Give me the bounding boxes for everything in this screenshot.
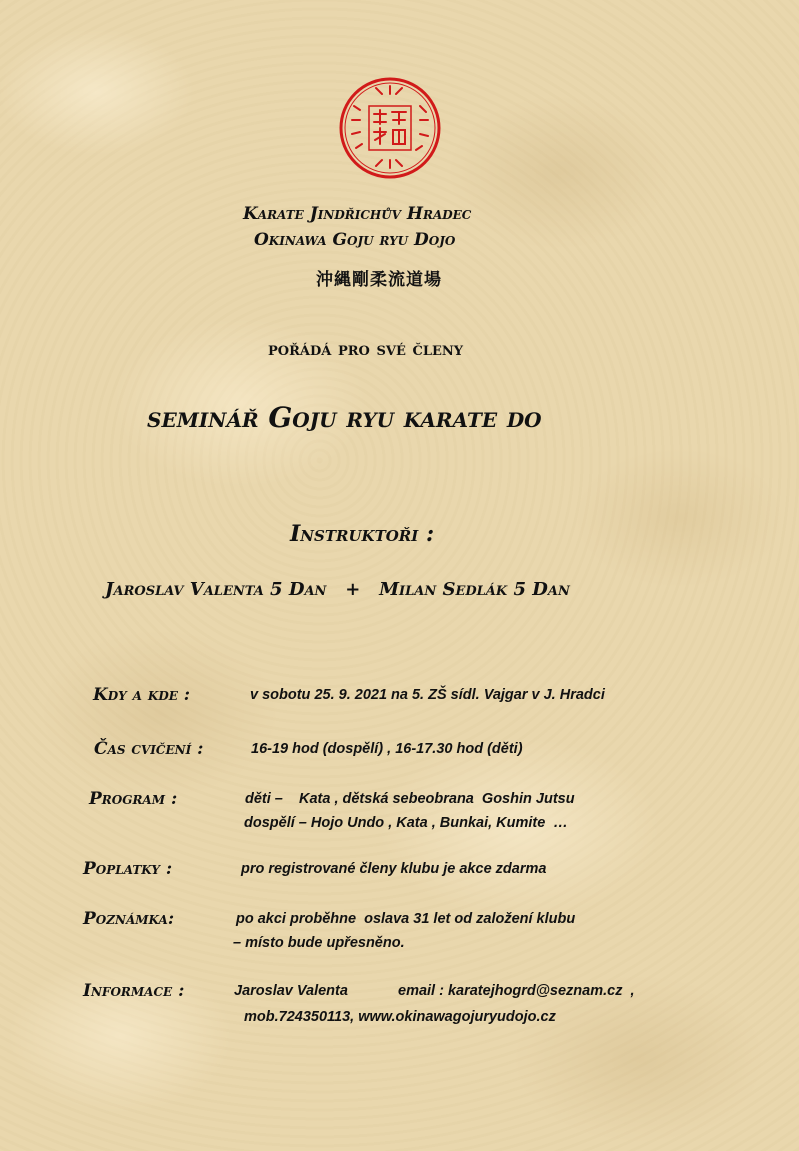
fees-label: Poplatky : (83, 859, 173, 879)
dojo-name-japanese: 沖縄剛柔流道場 (316, 270, 442, 290)
club-name: Karate Jindřichův Hradec (243, 204, 472, 224)
time-value: 16-19 hod (dospělí) , 16-17.30 hod (děti) (251, 741, 523, 757)
note-line1: po akci proběhne oslava 31 let od založení klubu (236, 911, 576, 927)
info-phone-web: mob.724350113, www.okinawagojuryudojo.cz (244, 1009, 556, 1025)
note-line2: – místo bude upřesněno. (233, 935, 405, 951)
program-adults: dospělí – Hojo Undo , Kata , Bunkai, Kumite … (244, 815, 568, 831)
note-label: Poznámka: (83, 909, 175, 929)
dojo-name: Okinawa Goju ryu Dojo (254, 230, 456, 250)
intro-text: pořádá pro své členy (268, 338, 464, 360)
info-email: email : karatejhogrd@seznam.cz , (398, 983, 635, 999)
fees-value: pro registrované členy klubu je akce zdarma (241, 861, 547, 877)
dojo-seal-logo (336, 76, 444, 180)
instructors-label: Instruktoři : (290, 521, 435, 547)
program-label: Program : (89, 789, 178, 809)
program-children: děti – Kata , dětská sebeobrana Goshin Jutsu (245, 791, 575, 807)
info-contact-name: Jaroslav Valenta (234, 983, 348, 999)
when-where-label: Kdy a kde : (93, 685, 191, 705)
seminar-title: seminář Goju ryu karate do (147, 401, 542, 434)
instructors-names: Jaroslav Valenta 5 Dan + Milan Sedlák 5 Dan (105, 579, 570, 600)
time-label: Čas cvičení : (94, 739, 204, 759)
info-label: Informace : (83, 981, 185, 1001)
when-where-value: v sobotu 25. 9. 2021 na 5. ZŠ sídl. Vajgar v J. Hradci (250, 687, 605, 703)
